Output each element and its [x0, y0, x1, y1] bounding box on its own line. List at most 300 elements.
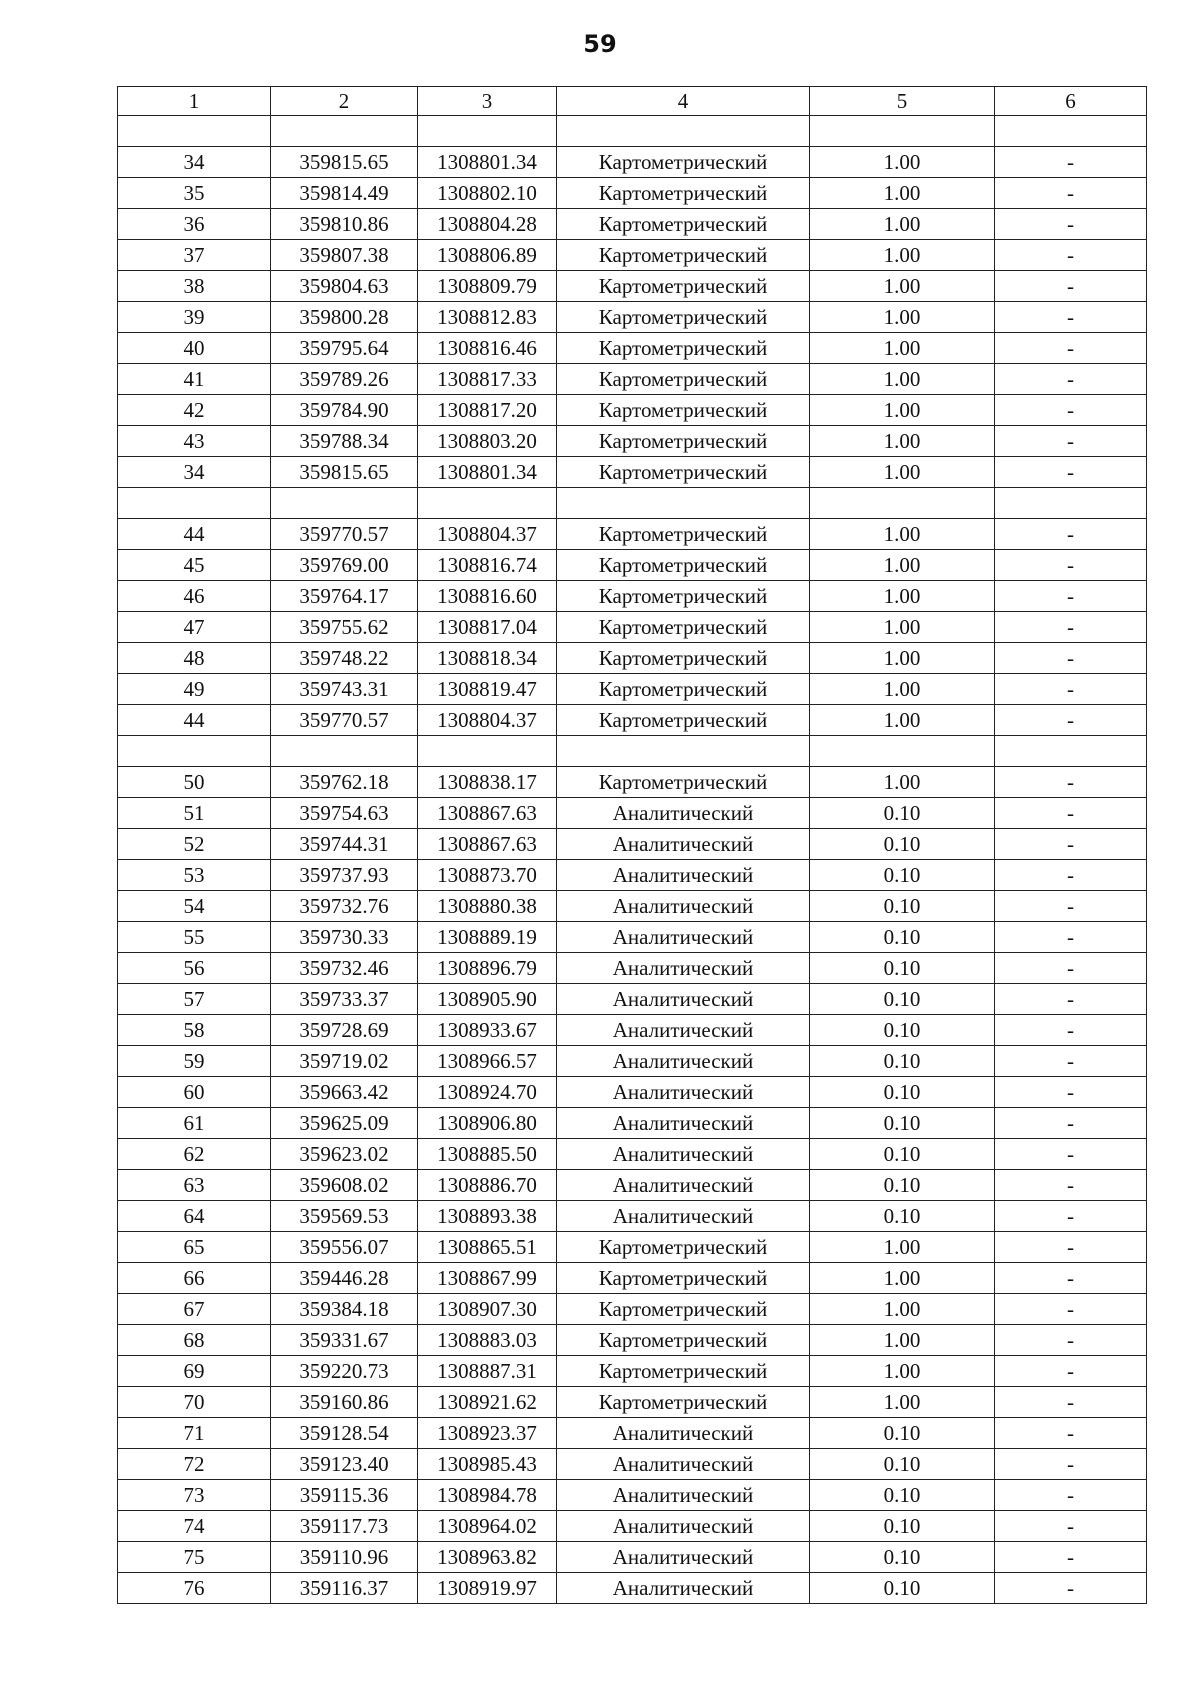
table-cell: - — [995, 1449, 1147, 1480]
table-cell: 1.00 — [810, 643, 995, 674]
table-cell: 359556.07 — [271, 1232, 418, 1263]
table-cell: 359220.73 — [271, 1356, 418, 1387]
table-cell: 359116.37 — [271, 1573, 418, 1604]
table-row — [118, 1325, 1147, 1356]
table-cell: 1308818.34 — [418, 643, 557, 674]
table-cell: 359754.63 — [271, 798, 418, 829]
table-cell: - — [995, 891, 1147, 922]
table-row — [118, 1046, 1147, 1077]
table-cell: Картометрический — [557, 767, 810, 798]
table-cell: Картометрический — [557, 457, 810, 488]
table-row — [118, 1294, 1147, 1325]
table-cell: 359795.64 — [271, 333, 418, 364]
table-cell: 1308816.74 — [418, 550, 557, 581]
table-cell: 359331.67 — [271, 1325, 418, 1356]
table-cell: 0.10 — [810, 1418, 995, 1449]
column-header: 1 — [118, 87, 271, 116]
table-row — [118, 302, 1147, 333]
table-cell: 0.10 — [810, 1542, 995, 1573]
table-cell — [418, 736, 557, 767]
table-cell: 1308887.31 — [418, 1356, 557, 1387]
table-cell: 1308964.02 — [418, 1511, 557, 1542]
table-cell: 359748.22 — [271, 643, 418, 674]
table-cell: 57 — [118, 984, 271, 1015]
table-row — [118, 1356, 1147, 1387]
table-cell: - — [995, 829, 1147, 860]
table-cell: 44 — [118, 705, 271, 736]
table-cell: 1308804.37 — [418, 519, 557, 550]
table-row — [118, 1201, 1147, 1232]
table-cell: Аналитический — [557, 1542, 810, 1573]
table-cell: 359770.57 — [271, 705, 418, 736]
table-cell: 1308886.70 — [418, 1170, 557, 1201]
table-cell: Картометрический — [557, 519, 810, 550]
table-cell: - — [995, 1387, 1147, 1418]
table-row — [118, 829, 1147, 860]
table-cell: 0.10 — [810, 1046, 995, 1077]
table-cell: 1308816.60 — [418, 581, 557, 612]
table-cell: - — [995, 178, 1147, 209]
table-cell: - — [995, 705, 1147, 736]
table-row — [118, 953, 1147, 984]
table-cell: - — [995, 1108, 1147, 1139]
table-cell: 1.00 — [810, 457, 995, 488]
table-cell: 1308801.34 — [418, 147, 557, 178]
separator-row — [118, 116, 1147, 147]
table-cell: 1.00 — [810, 333, 995, 364]
table-cell: 1.00 — [810, 364, 995, 395]
coordinates-table — [117, 86, 1147, 1604]
table-cell — [271, 736, 418, 767]
table-cell: 63 — [118, 1170, 271, 1201]
table-cell: 1308819.47 — [418, 674, 557, 705]
table-cell: 1.00 — [810, 395, 995, 426]
table-cell: 56 — [118, 953, 271, 984]
table-cell: 0.10 — [810, 984, 995, 1015]
table-row — [118, 1232, 1147, 1263]
table-row — [118, 643, 1147, 674]
table-cell: 1308806.89 — [418, 240, 557, 271]
table-row — [118, 550, 1147, 581]
table-row — [118, 1015, 1147, 1046]
table-cell: Аналитический — [557, 798, 810, 829]
table-cell: Картометрический — [557, 240, 810, 271]
table-cell: 0.10 — [810, 1170, 995, 1201]
table-row — [118, 457, 1147, 488]
table-cell: 1308906.80 — [418, 1108, 557, 1139]
table-row — [118, 612, 1147, 643]
table-cell: 46 — [118, 581, 271, 612]
table-cell: 1308817.20 — [418, 395, 557, 426]
table-cell: 73 — [118, 1480, 271, 1511]
table-cell: - — [995, 1046, 1147, 1077]
table-cell: 1308809.79 — [418, 271, 557, 302]
table-cell: 58 — [118, 1015, 271, 1046]
table-cell: Аналитический — [557, 1077, 810, 1108]
table-cell: 359446.28 — [271, 1263, 418, 1294]
table-cell — [557, 116, 810, 147]
table-cell: Картометрический — [557, 1387, 810, 1418]
table-cell: 1.00 — [810, 209, 995, 240]
table-cell: - — [995, 1139, 1147, 1170]
table-cell: 0.10 — [810, 1015, 995, 1046]
table-cell: 34 — [118, 147, 271, 178]
table-cell: 1.00 — [810, 147, 995, 178]
table-cell: 359807.38 — [271, 240, 418, 271]
table-cell: 1.00 — [810, 581, 995, 612]
table-cell: 1308963.82 — [418, 1542, 557, 1573]
table-cell: 359737.93 — [271, 860, 418, 891]
table-cell: 55 — [118, 922, 271, 953]
table-row — [118, 395, 1147, 426]
table-cell: 359814.49 — [271, 178, 418, 209]
table-cell: 359663.42 — [271, 1077, 418, 1108]
table-cell: 359815.65 — [271, 147, 418, 178]
table-cell: 52 — [118, 829, 271, 860]
table-cell: 64 — [118, 1201, 271, 1232]
table-cell: 359804.63 — [271, 271, 418, 302]
table-body — [118, 116, 1147, 1604]
table-row — [118, 1170, 1147, 1201]
table-cell: 359815.65 — [271, 457, 418, 488]
table-cell: - — [995, 302, 1147, 333]
table-cell: Аналитический — [557, 953, 810, 984]
column-header: 3 — [418, 87, 557, 116]
table-cell: 359728.69 — [271, 1015, 418, 1046]
table-cell: Аналитический — [557, 1449, 810, 1480]
table-row — [118, 860, 1147, 891]
column-header: 4 — [557, 87, 810, 116]
table-row — [118, 1139, 1147, 1170]
table-cell: Аналитический — [557, 1108, 810, 1139]
table-cell: 35 — [118, 178, 271, 209]
table-cell: Картометрический — [557, 333, 810, 364]
table-cell: 359744.31 — [271, 829, 418, 860]
table-row — [118, 798, 1147, 829]
table-cell: - — [995, 1418, 1147, 1449]
table-cell — [995, 116, 1147, 147]
table-cell: 359623.02 — [271, 1139, 418, 1170]
table-cell — [557, 488, 810, 519]
table-cell: Картометрический — [557, 1325, 810, 1356]
table-cell: Картометрический — [557, 271, 810, 302]
table-cell: 39 — [118, 302, 271, 333]
table-cell: 1.00 — [810, 1325, 995, 1356]
table-cell — [418, 116, 557, 147]
table-cell: 1308803.20 — [418, 426, 557, 457]
table-cell: Аналитический — [557, 891, 810, 922]
table-cell: 359743.31 — [271, 674, 418, 705]
table-cell: 1308889.19 — [418, 922, 557, 953]
table-cell: 1308817.33 — [418, 364, 557, 395]
table-cell: 1.00 — [810, 1263, 995, 1294]
table-cell: 1.00 — [810, 1232, 995, 1263]
table-cell: 65 — [118, 1232, 271, 1263]
table-cell: 1308883.03 — [418, 1325, 557, 1356]
table-cell: 48 — [118, 643, 271, 674]
table-row — [118, 705, 1147, 736]
table-cell: - — [995, 612, 1147, 643]
table-cell: 60 — [118, 1077, 271, 1108]
table-cell — [995, 488, 1147, 519]
table-cell: 359115.36 — [271, 1480, 418, 1511]
table-row — [118, 147, 1147, 178]
table-cell: 40 — [118, 333, 271, 364]
table-cell: Аналитический — [557, 1139, 810, 1170]
table-cell: - — [995, 271, 1147, 302]
table-cell: - — [995, 798, 1147, 829]
table-cell: Аналитический — [557, 1201, 810, 1232]
table-row — [118, 922, 1147, 953]
table-cell: Аналитический — [557, 1170, 810, 1201]
table-cell — [810, 116, 995, 147]
table-cell — [271, 116, 418, 147]
table-cell: - — [995, 1325, 1147, 1356]
page-number: 59 — [583, 30, 617, 58]
table-cell: 54 — [118, 891, 271, 922]
table-row — [118, 1449, 1147, 1480]
table-cell: 0.10 — [810, 1573, 995, 1604]
table-cell: - — [995, 395, 1147, 426]
table-cell: 1308921.62 — [418, 1387, 557, 1418]
table-cell — [118, 116, 271, 147]
table-cell: Аналитический — [557, 1046, 810, 1077]
table-cell: 71 — [118, 1418, 271, 1449]
table-cell — [557, 736, 810, 767]
table-cell: 359128.54 — [271, 1418, 418, 1449]
table-cell: Картометрический — [557, 612, 810, 643]
table-cell: 359762.18 — [271, 767, 418, 798]
table-cell: 359755.62 — [271, 612, 418, 643]
column-header: 6 — [995, 87, 1147, 116]
table-cell: Картометрический — [557, 1294, 810, 1325]
table-cell: 66 — [118, 1263, 271, 1294]
table-cell: 359770.57 — [271, 519, 418, 550]
table-cell: 1308812.83 — [418, 302, 557, 333]
table-cell — [118, 488, 271, 519]
table-cell: 1308896.79 — [418, 953, 557, 984]
table-cell: 1.00 — [810, 178, 995, 209]
table-cell: - — [995, 519, 1147, 550]
table-cell: 62 — [118, 1139, 271, 1170]
table-cell: 359810.86 — [271, 209, 418, 240]
table-cell: 1308804.28 — [418, 209, 557, 240]
table-cell: Картометрический — [557, 643, 810, 674]
table-cell: 43 — [118, 426, 271, 457]
table-cell: Аналитический — [557, 922, 810, 953]
table-cell: - — [995, 1015, 1147, 1046]
table-cell: 1308933.67 — [418, 1015, 557, 1046]
table-cell: Картометрический — [557, 395, 810, 426]
table-cell: 45 — [118, 550, 271, 581]
table-cell: - — [995, 147, 1147, 178]
table-cell: Картометрический — [557, 364, 810, 395]
table-cell: 0.10 — [810, 1108, 995, 1139]
table-cell: 1.00 — [810, 1294, 995, 1325]
table-row — [118, 674, 1147, 705]
table-cell: Аналитический — [557, 829, 810, 860]
table-cell — [810, 488, 995, 519]
table-cell: 359784.90 — [271, 395, 418, 426]
table-cell: 1308867.63 — [418, 798, 557, 829]
table-cell: 1308907.30 — [418, 1294, 557, 1325]
table-cell: 359384.18 — [271, 1294, 418, 1325]
table-cell: 1308867.99 — [418, 1263, 557, 1294]
table-cell: Картометрический — [557, 581, 810, 612]
table-cell: - — [995, 1170, 1147, 1201]
table-cell: 76 — [118, 1573, 271, 1604]
table-cell: Картометрический — [557, 178, 810, 209]
table-cell: 359569.53 — [271, 1201, 418, 1232]
table-cell: 1308817.04 — [418, 612, 557, 643]
table-row — [118, 1108, 1147, 1139]
table-cell: 359719.02 — [271, 1046, 418, 1077]
table-cell: 1.00 — [810, 426, 995, 457]
table-cell: 1.00 — [810, 240, 995, 271]
table-row — [118, 1077, 1147, 1108]
table-cell: 1.00 — [810, 705, 995, 736]
table-cell: 1308919.97 — [418, 1573, 557, 1604]
table-cell: Аналитический — [557, 1015, 810, 1046]
table-cell: Картометрический — [557, 426, 810, 457]
table-cell: 0.10 — [810, 829, 995, 860]
table-cell: 1308985.43 — [418, 1449, 557, 1480]
table-row — [118, 1418, 1147, 1449]
header-row — [118, 87, 1147, 116]
table-cell: 1308865.51 — [418, 1232, 557, 1263]
table-row — [118, 271, 1147, 302]
table-cell: 75 — [118, 1542, 271, 1573]
table-cell — [810, 736, 995, 767]
table-cell: - — [995, 581, 1147, 612]
table-cell: 1308924.70 — [418, 1077, 557, 1108]
table-row — [118, 364, 1147, 395]
table-cell: - — [995, 1542, 1147, 1573]
table-cell: 1308885.50 — [418, 1139, 557, 1170]
table-cell: 50 — [118, 767, 271, 798]
table-cell: - — [995, 209, 1147, 240]
table-row — [118, 581, 1147, 612]
table-cell: 1.00 — [810, 271, 995, 302]
table-row — [118, 891, 1147, 922]
table-cell: 1.00 — [810, 519, 995, 550]
table-cell: 68 — [118, 1325, 271, 1356]
table-cell: - — [995, 240, 1147, 271]
table-cell: 359732.76 — [271, 891, 418, 922]
table-cell: 1308873.70 — [418, 860, 557, 891]
table-cell: 359608.02 — [271, 1170, 418, 1201]
table-cell: 1.00 — [810, 1356, 995, 1387]
table-cell: 359110.96 — [271, 1542, 418, 1573]
table-cell — [418, 488, 557, 519]
table-cell: 53 — [118, 860, 271, 891]
separator-row — [118, 736, 1147, 767]
table-cell: - — [995, 550, 1147, 581]
table-cell: 67 — [118, 1294, 271, 1325]
table-cell: 72 — [118, 1449, 271, 1480]
table-cell: 74 — [118, 1511, 271, 1542]
table-cell: - — [995, 333, 1147, 364]
table-cell: 41 — [118, 364, 271, 395]
table-cell: 359733.37 — [271, 984, 418, 1015]
table-cell: Аналитический — [557, 1418, 810, 1449]
table-cell: 1.00 — [810, 302, 995, 333]
table-cell: 70 — [118, 1387, 271, 1418]
table-cell: Аналитический — [557, 1511, 810, 1542]
table-cell: 49 — [118, 674, 271, 705]
table-cell: - — [995, 457, 1147, 488]
table-cell: - — [995, 364, 1147, 395]
table-cell: 1.00 — [810, 612, 995, 643]
table-cell: 1308893.38 — [418, 1201, 557, 1232]
table-row — [118, 1263, 1147, 1294]
table-cell: - — [995, 953, 1147, 984]
table-row — [118, 240, 1147, 271]
table-cell: - — [995, 1511, 1147, 1542]
table-cell: Картометрический — [557, 550, 810, 581]
table-cell: - — [995, 1573, 1147, 1604]
table-cell: 359123.40 — [271, 1449, 418, 1480]
table-cell: 34 — [118, 457, 271, 488]
table-cell: 359789.26 — [271, 364, 418, 395]
table-row — [118, 1542, 1147, 1573]
table-cell: 1308984.78 — [418, 1480, 557, 1511]
table-cell: 359117.73 — [271, 1511, 418, 1542]
table-cell: 59 — [118, 1046, 271, 1077]
table-cell: 1308923.37 — [418, 1418, 557, 1449]
table-row — [118, 426, 1147, 457]
table-cell: 359788.34 — [271, 426, 418, 457]
table-cell: - — [995, 922, 1147, 953]
table-cell: 0.10 — [810, 1201, 995, 1232]
table-cell: 0.10 — [810, 1139, 995, 1170]
table-cell: 359769.00 — [271, 550, 418, 581]
table-cell: - — [995, 1480, 1147, 1511]
separator-row — [118, 488, 1147, 519]
table-cell: 0.10 — [810, 1480, 995, 1511]
table-row — [118, 1573, 1147, 1604]
table-cell: - — [995, 1201, 1147, 1232]
table-cell: 0.10 — [810, 922, 995, 953]
table-cell: - — [995, 860, 1147, 891]
table-cell: - — [995, 1232, 1147, 1263]
table-cell: 61 — [118, 1108, 271, 1139]
table-cell — [271, 488, 418, 519]
table-cell: Картометрический — [557, 674, 810, 705]
table-cell: 0.10 — [810, 891, 995, 922]
table-cell: 42 — [118, 395, 271, 426]
table-cell: 37 — [118, 240, 271, 271]
table-cell: 1308804.37 — [418, 705, 557, 736]
table-row — [118, 178, 1147, 209]
table-cell: 0.10 — [810, 860, 995, 891]
table-cell: - — [995, 1356, 1147, 1387]
table-cell: - — [995, 1263, 1147, 1294]
table-cell: 0.10 — [810, 953, 995, 984]
table-cell: 1.00 — [810, 767, 995, 798]
table-cell: Картометрический — [557, 1232, 810, 1263]
table-cell: 1.00 — [810, 674, 995, 705]
table-cell — [118, 736, 271, 767]
table-cell: Картометрический — [557, 705, 810, 736]
table-row — [118, 209, 1147, 240]
table-cell: 1308905.90 — [418, 984, 557, 1015]
table-row — [118, 1387, 1147, 1418]
table-row — [118, 984, 1147, 1015]
table-cell: 36 — [118, 209, 271, 240]
table-cell: 0.10 — [810, 798, 995, 829]
table-row — [118, 767, 1147, 798]
